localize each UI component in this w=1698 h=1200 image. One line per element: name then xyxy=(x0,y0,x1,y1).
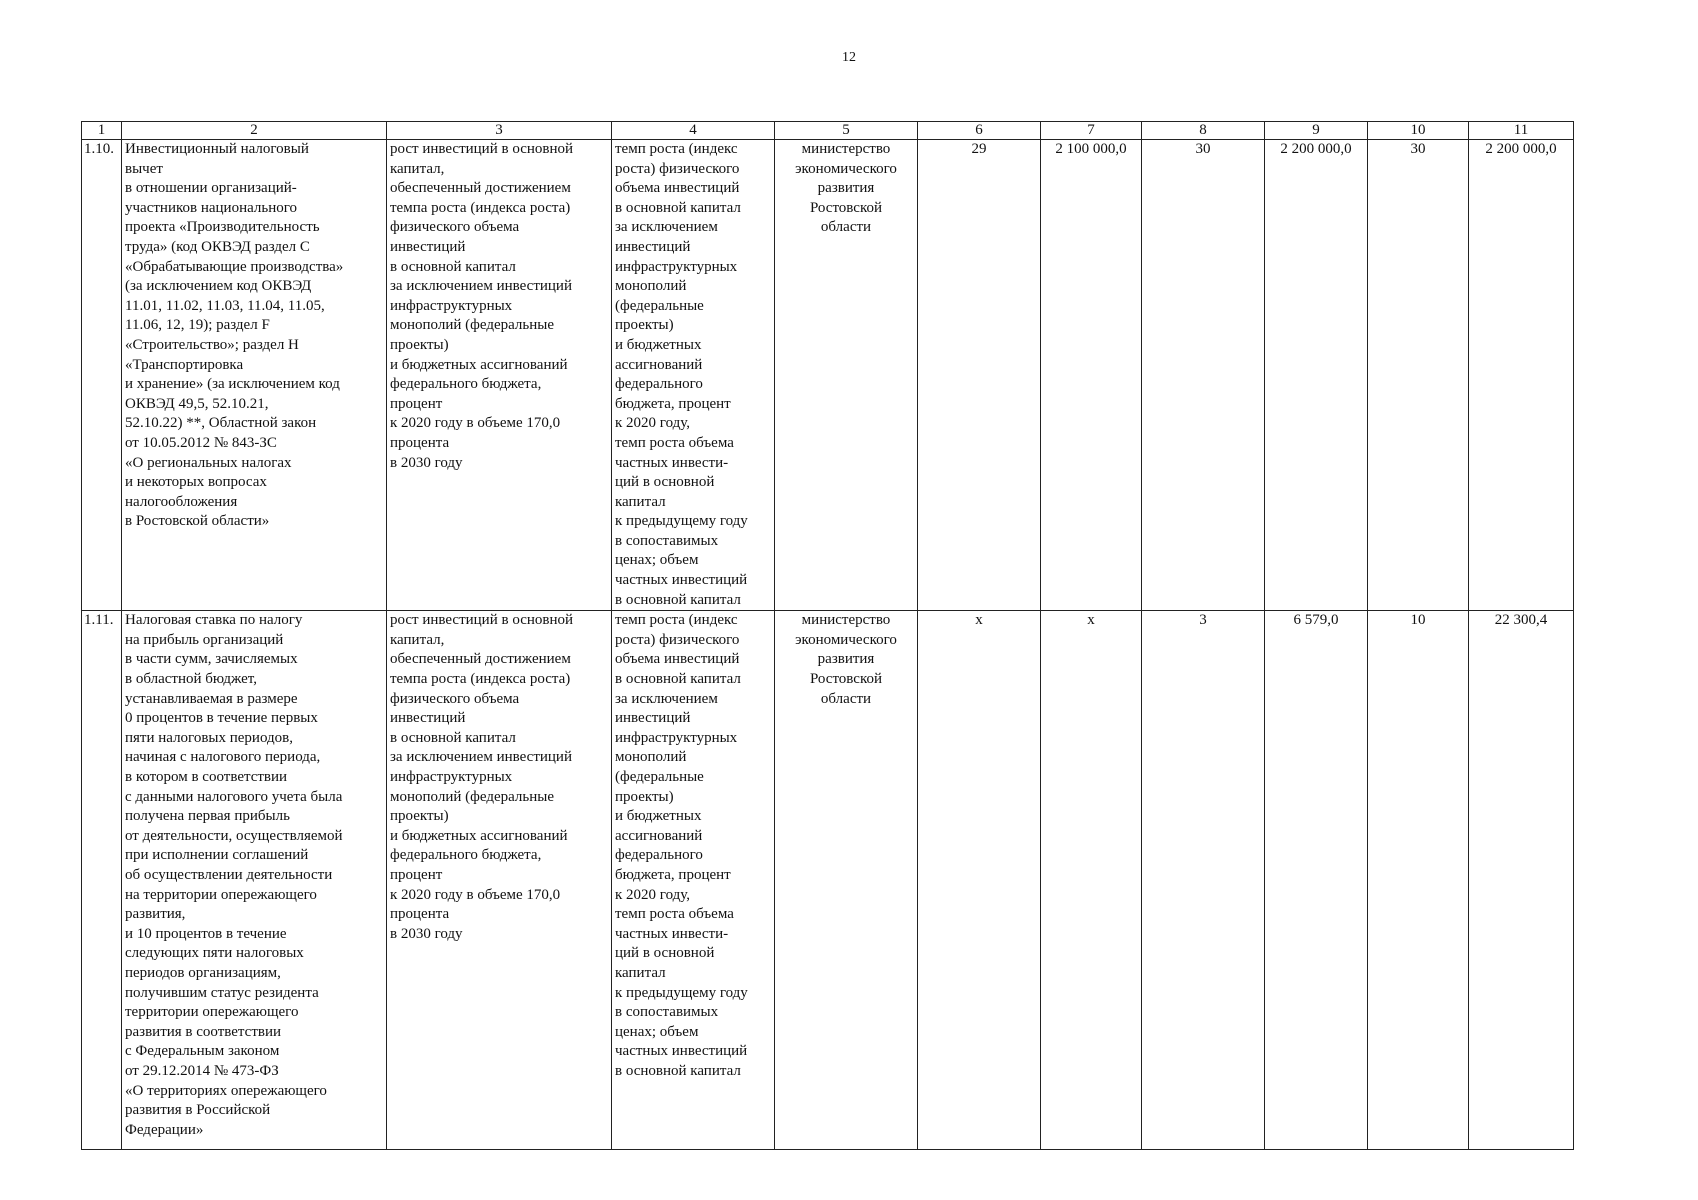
header-cell: 6 xyxy=(918,122,1041,140)
header-cell: 7 xyxy=(1041,122,1142,140)
header-cell: 3 xyxy=(387,122,612,140)
benefit-goal: рост инвестиций в основной капитал, обеспеченный достижением темпа роста (индекса роста) физического объема инвестиций в основной капитал за исключением инвестиций инфраструктурных монополий (федеральные проекты) и бюджетных ассигнований федерального бюджета, процент к 2020 году в объеме 170,0 процента в 2030 году xyxy=(387,140,612,611)
benefit-name: Инвестиционный налоговый вычет в отношении организаций- участников национального проекта «Производительность труда» (код ОКВЭД раздел С «Обрабатывающие производства» (за исключением код ОКВЭД 11.01, 11.02, 11.03, 11.04, 11.05, 11.06, 12, 19); раздел F «Строительство»; раздел H «Транспортировка и хранение» (за исключением код ОКВЭД 49,5, 52.10.21, 52.10.22) **, Областной закон от 10.05.2012 № 843-ЗС «О региональных налогах и некоторых вопросах налогообложения в Ростовской области» xyxy=(122,140,387,611)
value-cell: 2 200 000,0 xyxy=(1469,140,1574,611)
tax-benefits-table xyxy=(81,121,1574,1150)
value-cell: 3 xyxy=(1142,611,1265,1150)
row-number: 1.11. xyxy=(82,611,122,1150)
header-cell: 11 xyxy=(1469,122,1574,140)
value-cell: 29 xyxy=(918,140,1041,611)
value-cell: 2 200 000,0 xyxy=(1265,140,1368,611)
value-cell: 6 579,0 xyxy=(1265,611,1368,1150)
curator: министерство экономического развития Ростовской области xyxy=(775,611,918,1150)
benefit-indicator: темп роста (индекс роста) физического объема инвестиций в основной капитал за исключением инвестиций инфраструктурных монополий (федеральные проекты) и бюджетных ассигнований федерального бюджета, процент к 2020 году, темп роста объема частных инвести- ций в основной капитал к предыдущему году в сопоставимых ценах; объем частных инвестиций в основной капитал xyxy=(612,611,775,1150)
table-header-row xyxy=(82,122,1574,140)
table-row xyxy=(82,611,1574,1150)
value-cell: 30 xyxy=(1368,140,1469,611)
benefit-goal: рост инвестиций в основной капитал, обеспеченный достижением темпа роста (индекса роста) физического объема инвестиций в основной капитал за исключением инвестиций инфраструктурных монополий (федеральные проекты) и бюджетных ассигнований федерального бюджета, процент к 2020 году в объеме 170,0 процента в 2030 году xyxy=(387,611,612,1150)
value-cell: 10 xyxy=(1368,611,1469,1150)
header-cell: 4 xyxy=(612,122,775,140)
value-cell: 2 100 000,0 xyxy=(1041,140,1142,611)
header-cell: 1 xyxy=(82,122,122,140)
header-cell: 10 xyxy=(1368,122,1469,140)
row-number: 1.10. xyxy=(82,140,122,611)
value-cell: 30 xyxy=(1142,140,1265,611)
curator: министерство экономического развития Ростовской области xyxy=(775,140,918,611)
page-number: 12 xyxy=(842,50,856,65)
value-cell: х xyxy=(918,611,1041,1150)
header-cell: 8 xyxy=(1142,122,1265,140)
value-cell: 22 300,4 xyxy=(1469,611,1574,1150)
benefit-name: Налоговая ставка по налогу на прибыль организаций в части сумм, зачисляемых в областной бюджет, устанавливаемая в размере 0 процентов в течение первых пяти налоговых периодов, начиная с налогового периода, в котором в соответствии с данными налогового учета была получена первая прибыль от деятельности, осуществляемой при исполнении соглашений об осуществлении деятельности на территории опережающего развития, и 10 процентов в течение следующих пяти налоговых периодов организациям, получившим статус резидента территории опережающего развития в соответствии с Федеральным законом от 29.12.2014 № 473-ФЗ «О территориях опережающего развития в Российской Федерации» xyxy=(122,611,387,1150)
value-cell: х xyxy=(1041,611,1142,1150)
benefit-indicator: темп роста (индекс роста) физического объема инвестиций в основной капитал за исключением инвестиций инфраструктурных монополий (федеральные проекты) и бюджетных ассигнований федерального бюджета, процент к 2020 году, темп роста объема частных инвести- ций в основной капитал к предыдущему году в сопоставимых ценах; объем частных инвестиций в основной капитал xyxy=(612,140,775,611)
header-cell: 2 xyxy=(122,122,387,140)
table-row xyxy=(82,140,1574,611)
header-cell: 9 xyxy=(1265,122,1368,140)
header-cell: 5 xyxy=(775,122,918,140)
